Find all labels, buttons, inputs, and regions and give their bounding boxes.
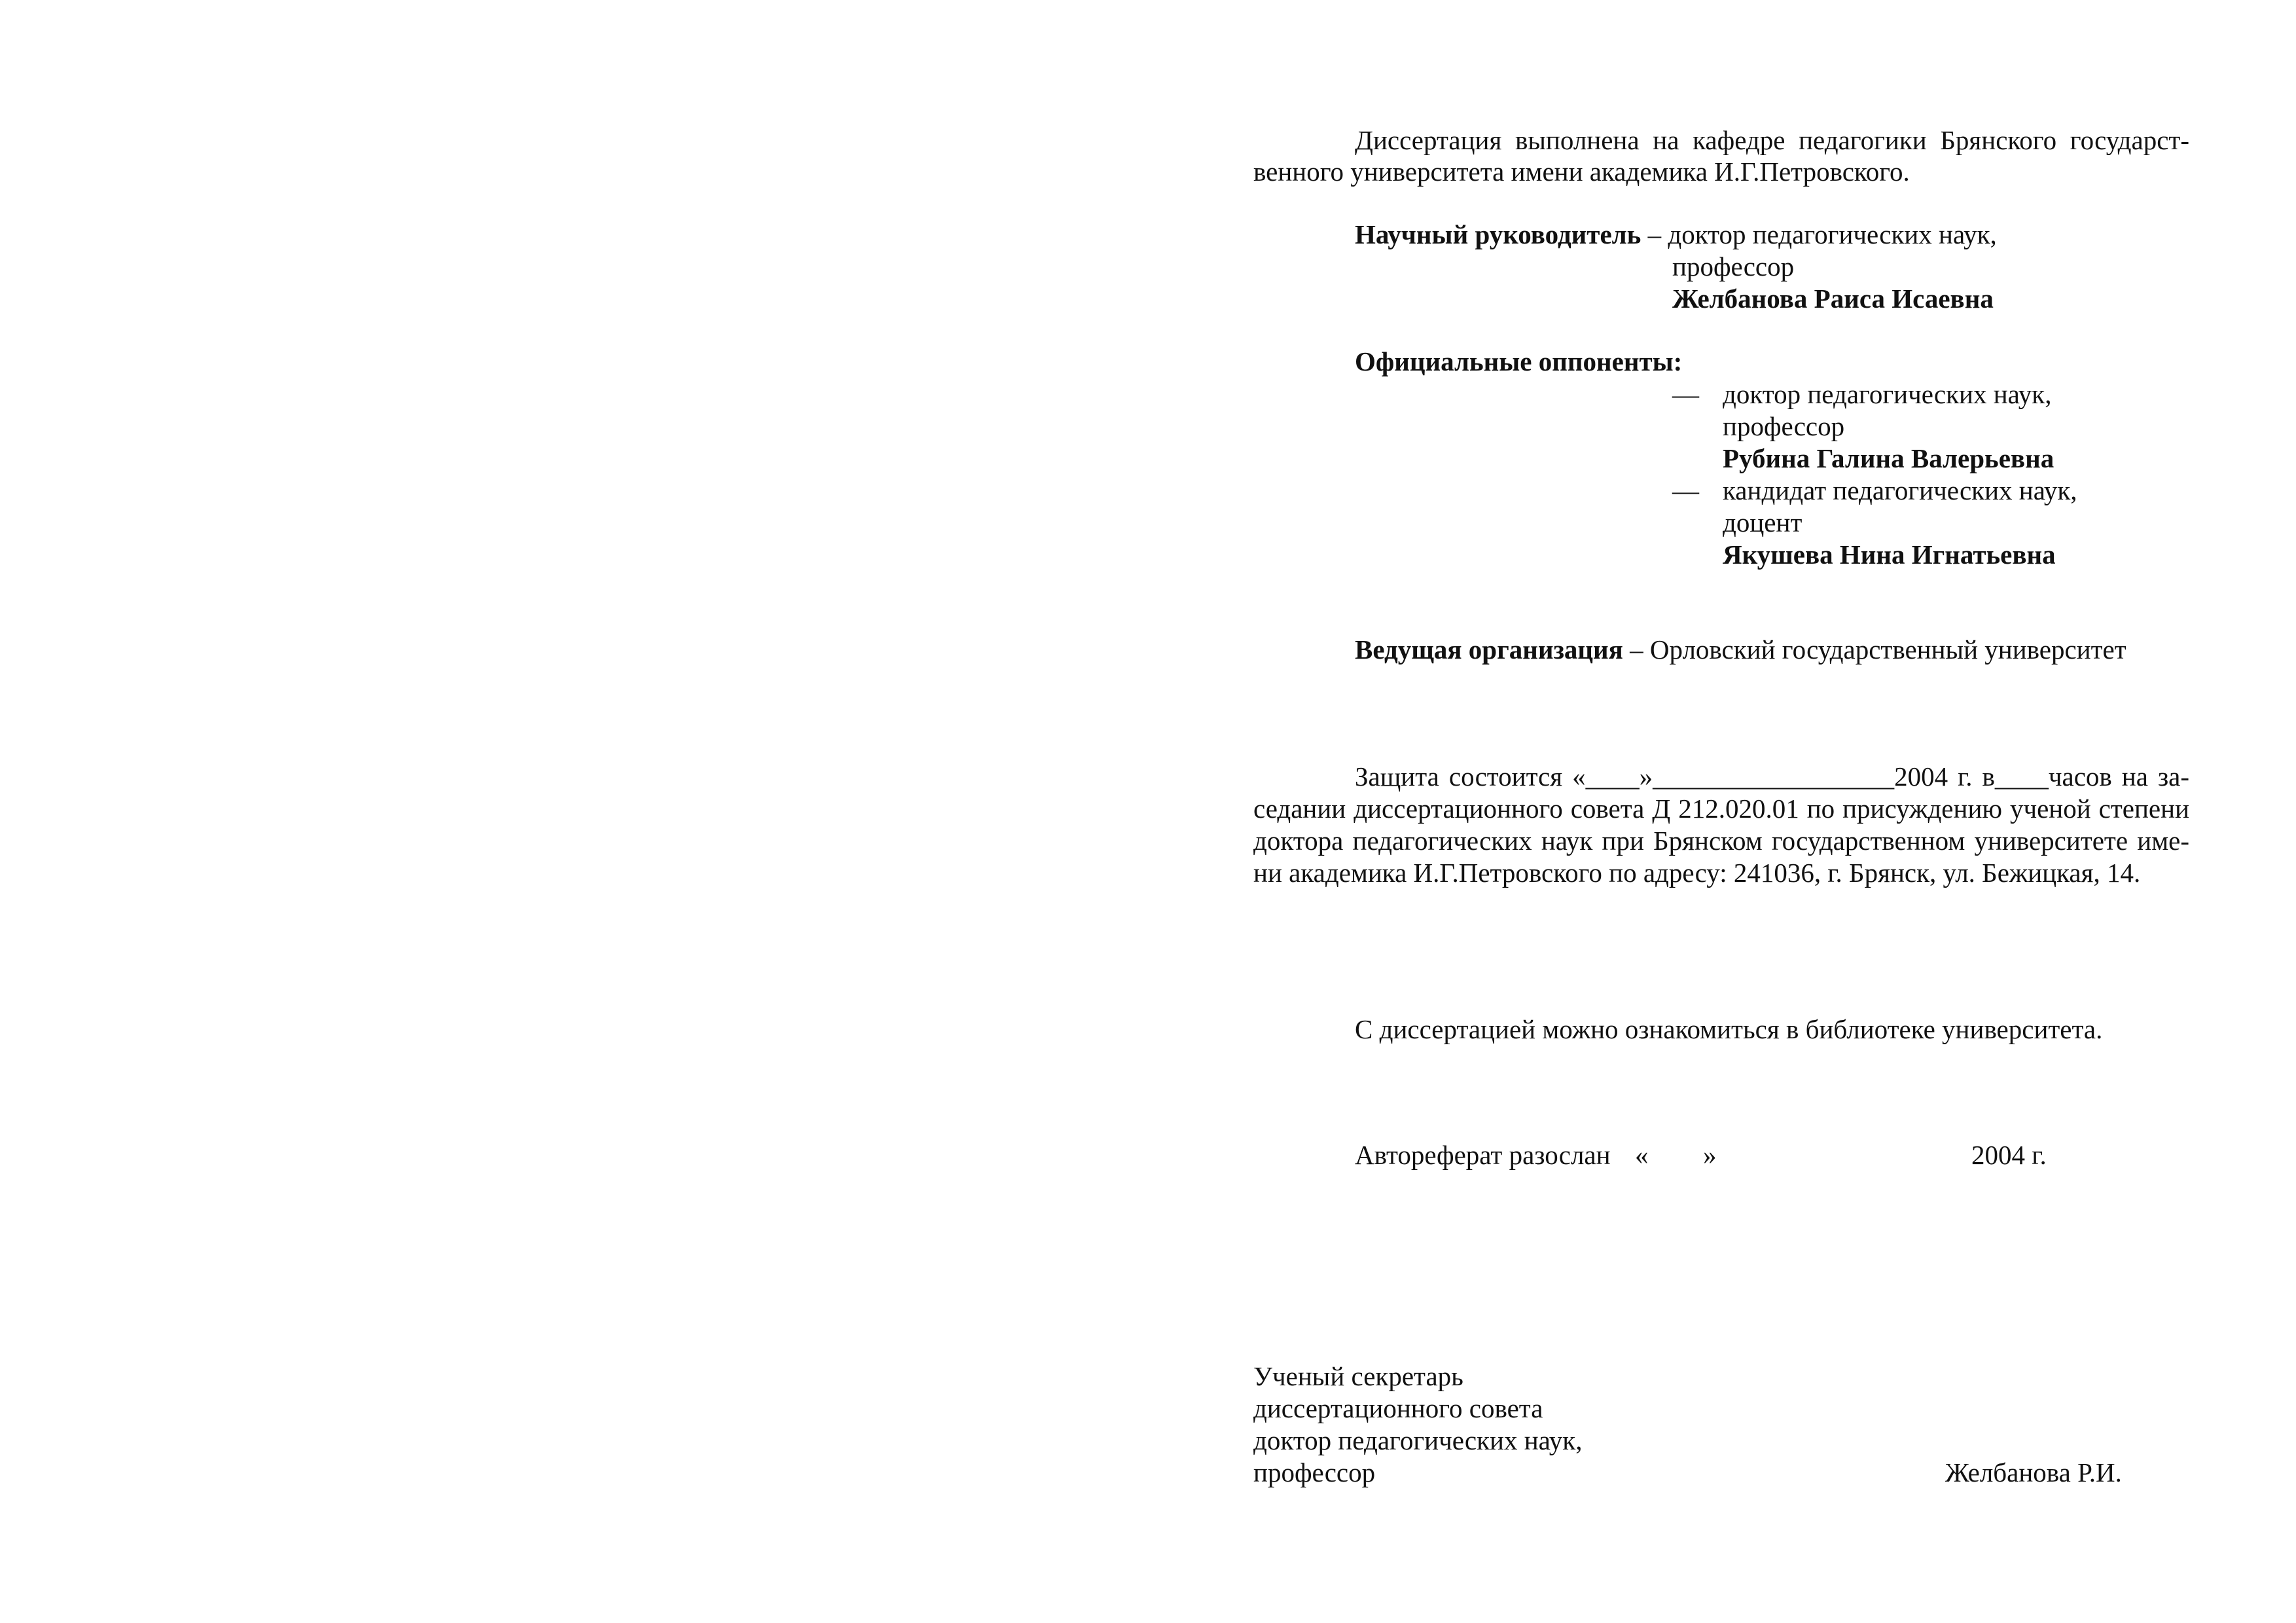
opponent-1-degree: доктор педагогических наук, [1723, 379, 2052, 409]
secretary-line-3: доктор педагогических наук, [1253, 1425, 1583, 1455]
supervisor-dash: – [1647, 219, 1662, 249]
abstract-sent-label: Автореферат разослан [1355, 1140, 1611, 1170]
supervisor-label: Научный руководитель [1355, 219, 1641, 249]
leading-org-line [1355, 634, 2126, 666]
abstract-sent-year: 2004 г. [1971, 1140, 2047, 1170]
opponent-2-name: Якушева Нина Игнатьевна [1723, 539, 2056, 570]
leading-org-text: – Орловский государственный университет [1630, 634, 2126, 665]
opponent-1-title: профессор [1723, 411, 1845, 441]
opponent-2-dash: — [1672, 475, 1699, 505]
abstract-sent-open-quote: « [1635, 1140, 1649, 1170]
supervisor-title: профессор [1672, 251, 1795, 282]
abstract-sent-close-quote: » [1703, 1140, 1717, 1170]
intro-line-1: Диссертация выполнена на кафедре педагогики Брянского государст- [1355, 125, 2189, 155]
defense-line-4: ни академика И.Г.Петровского по адресу: 241036, г. Брянск, ул. Бежицкая, 14. [1253, 858, 2141, 888]
supervisor-name: Желбанова Раиса Исаевна [1672, 283, 1994, 314]
supervisor-degree: доктор педагогических наук, [1668, 219, 1997, 249]
secretary-name: Желбанова Р.И. [1945, 1457, 2122, 1487]
library-note: С диссертацией можно ознакомиться в библиотеке университета. [1355, 1014, 2103, 1044]
opponent-2-title: доцент [1723, 507, 1803, 538]
opponents-label: Официальные оппоненты: [1355, 346, 1683, 376]
supervisor-line [1355, 219, 1997, 251]
opponent-1-dash: — [1672, 379, 1699, 409]
secretary-line-2: диссертационного совета [1253, 1393, 1543, 1423]
secretary-line-4: профессор [1253, 1457, 1376, 1487]
intro-line-2: венного университета имени академика И.Г.Петровского. [1253, 156, 1910, 187]
defense-line-1: Защита состоится «____»__________________2004 г. в____часов на за- [1355, 761, 2189, 792]
secretary-line-1: Ученый секретарь [1253, 1361, 1463, 1391]
opponent-2-degree: кандидат педагогических наук, [1723, 475, 2077, 505]
defense-line-3: доктора педагогических наук при Брянском государственном университете име- [1253, 826, 2189, 856]
opponent-1-name: Рубина Галина Валерьевна [1723, 443, 2054, 473]
leading-org-label: Ведущая организация [1355, 634, 1623, 665]
defense-line-2: седании диссертационного совета Д 212.020.01 по присуждению ученой степени [1253, 793, 2189, 824]
